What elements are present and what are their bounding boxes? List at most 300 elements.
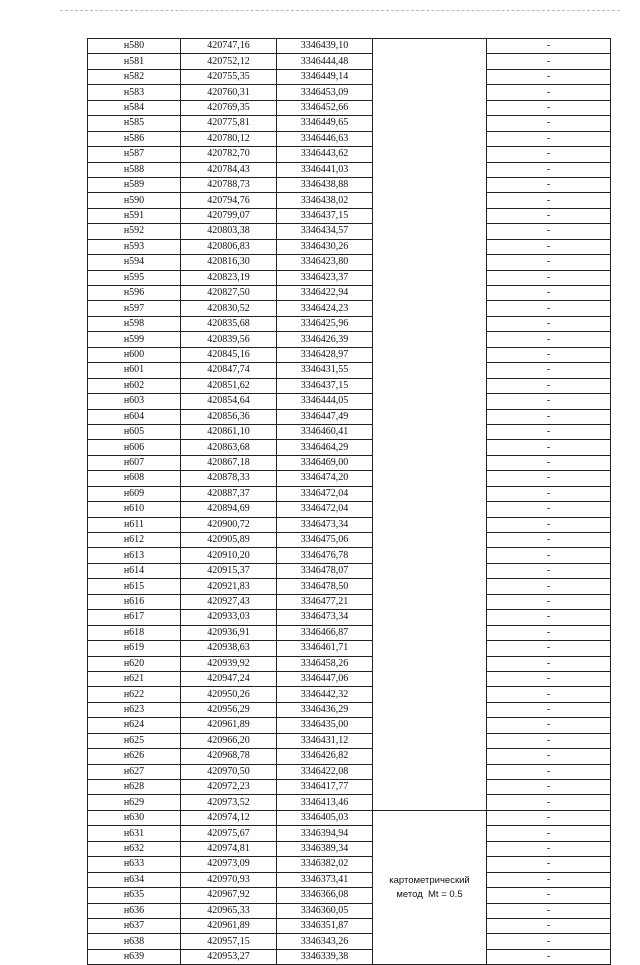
method-cell: [373, 810, 487, 964]
x-coordinate-cell: 420973,09: [181, 857, 277, 872]
x-coordinate-cell: 420973,52: [181, 795, 277, 810]
point-id-cell: н583: [88, 85, 181, 100]
y-coordinate-cell: 3346438,02: [277, 193, 373, 208]
y-coordinate-cell: 3346435,00: [277, 718, 373, 733]
x-coordinate-cell: 420957,15: [181, 934, 277, 949]
x-coordinate-cell: 420803,38: [181, 224, 277, 239]
point-id-cell: н618: [88, 625, 181, 640]
error-cell: -: [487, 502, 611, 517]
y-coordinate-cell: 3346452,66: [277, 100, 373, 115]
coordinates-table: [87, 38, 611, 965]
x-coordinate-cell: 420974,81: [181, 841, 277, 856]
error-cell: -: [487, 162, 611, 177]
table-row: [88, 332, 611, 347]
x-coordinate-cell: 420956,29: [181, 702, 277, 717]
error-cell: -: [487, 625, 611, 640]
y-coordinate-cell: 3346442,32: [277, 687, 373, 702]
y-coordinate-cell: 3346426,82: [277, 749, 373, 764]
x-coordinate-cell: 420975,67: [181, 826, 277, 841]
point-id-cell: н601: [88, 363, 181, 378]
y-coordinate-cell: 3346389,34: [277, 841, 373, 856]
x-coordinate-cell: 420816,30: [181, 255, 277, 270]
table-row: [88, 733, 611, 748]
y-coordinate-cell: 3346394,94: [277, 826, 373, 841]
table-row: [88, 409, 611, 424]
point-id-cell: н609: [88, 486, 181, 501]
y-coordinate-cell: 3346351,87: [277, 918, 373, 933]
point-id-cell: н605: [88, 424, 181, 439]
point-id-cell: н602: [88, 378, 181, 393]
y-coordinate-cell: 3346339,38: [277, 949, 373, 964]
error-cell: -: [487, 455, 611, 470]
y-coordinate-cell: 3346431,12: [277, 733, 373, 748]
table-row: [88, 224, 611, 239]
error-cell: -: [487, 332, 611, 347]
y-coordinate-cell: 3346437,15: [277, 208, 373, 223]
point-id-cell: н635: [88, 888, 181, 903]
error-cell: -: [487, 39, 611, 54]
error-cell: -: [487, 656, 611, 671]
point-id-cell: н630: [88, 810, 181, 825]
point-id-cell: н592: [88, 224, 181, 239]
y-coordinate-cell: 3346461,71: [277, 641, 373, 656]
x-coordinate-cell: 420806,83: [181, 239, 277, 254]
error-cell: -: [487, 54, 611, 69]
table-row: [88, 641, 611, 656]
x-coordinate-cell: 420950,26: [181, 687, 277, 702]
y-coordinate-cell: 3346437,15: [277, 378, 373, 393]
error-cell: -: [487, 594, 611, 609]
error-cell: -: [487, 718, 611, 733]
table-row: [88, 255, 611, 270]
x-coordinate-cell: 420947,24: [181, 671, 277, 686]
point-id-cell: н633: [88, 857, 181, 872]
y-coordinate-cell: 3346382,02: [277, 857, 373, 872]
table-row: [88, 610, 611, 625]
y-coordinate-cell: 3346436,29: [277, 702, 373, 717]
point-id-cell: н587: [88, 147, 181, 162]
y-coordinate-cell: 3346466,87: [277, 625, 373, 640]
error-cell: -: [487, 394, 611, 409]
y-coordinate-cell: 3346446,63: [277, 131, 373, 146]
table-row: [88, 749, 611, 764]
method-accuracy: метод Mt = 0.5: [396, 888, 463, 900]
table-row: [88, 147, 611, 162]
x-coordinate-cell: 420827,50: [181, 286, 277, 301]
table-row: [88, 286, 611, 301]
table-row: [88, 455, 611, 470]
error-cell: -: [487, 733, 611, 748]
error-cell: -: [487, 301, 611, 316]
y-coordinate-cell: 3346424,23: [277, 301, 373, 316]
point-id-cell: н628: [88, 780, 181, 795]
table-row: [88, 888, 611, 903]
y-coordinate-cell: 3346447,49: [277, 409, 373, 424]
table-row: [88, 795, 611, 810]
error-cell: -: [487, 286, 611, 301]
point-id-cell: н619: [88, 641, 181, 656]
x-coordinate-cell: 420780,12: [181, 131, 277, 146]
error-cell: -: [487, 872, 611, 887]
y-coordinate-cell: 3346417,77: [277, 780, 373, 795]
y-coordinate-cell: 3346474,20: [277, 471, 373, 486]
point-id-cell: н610: [88, 502, 181, 517]
y-coordinate-cell: 3346405,03: [277, 810, 373, 825]
y-coordinate-cell: 3346431,55: [277, 363, 373, 378]
error-cell: -: [487, 147, 611, 162]
x-coordinate-cell: 420938,63: [181, 641, 277, 656]
point-id-cell: н593: [88, 239, 181, 254]
page-header-rule: [60, 10, 620, 15]
y-coordinate-cell: 3346472,04: [277, 502, 373, 517]
error-cell: -: [487, 471, 611, 486]
x-coordinate-cell: 420784,43: [181, 162, 277, 177]
x-coordinate-cell: 420961,89: [181, 718, 277, 733]
point-id-cell: н581: [88, 54, 181, 69]
point-id-cell: н606: [88, 440, 181, 455]
table-row: [88, 131, 611, 146]
error-cell: -: [487, 347, 611, 362]
point-id-cell: н625: [88, 733, 181, 748]
error-cell: -: [487, 363, 611, 378]
error-cell: -: [487, 764, 611, 779]
error-cell: -: [487, 270, 611, 285]
table-row: [88, 39, 611, 54]
table-row: [88, 69, 611, 84]
point-id-cell: н631: [88, 826, 181, 841]
x-coordinate-cell: 420835,68: [181, 316, 277, 331]
table-row: [88, 702, 611, 717]
table-row: [88, 764, 611, 779]
x-coordinate-cell: 420851,62: [181, 378, 277, 393]
error-cell: -: [487, 533, 611, 548]
y-coordinate-cell: 3346469,00: [277, 455, 373, 470]
method-cell-blank: [373, 39, 487, 811]
table-row: [88, 687, 611, 702]
error-cell: -: [487, 949, 611, 964]
table-row: [88, 116, 611, 131]
x-coordinate-cell: 420755,35: [181, 69, 277, 84]
table-row: [88, 656, 611, 671]
point-id-cell: н586: [88, 131, 181, 146]
table-row: [88, 162, 611, 177]
x-coordinate-cell: 420794,76: [181, 193, 277, 208]
point-id-cell: н580: [88, 39, 181, 54]
point-id-cell: н622: [88, 687, 181, 702]
point-id-cell: н591: [88, 208, 181, 223]
x-coordinate-cell: 420861,10: [181, 424, 277, 439]
x-coordinate-cell: 420854,64: [181, 394, 277, 409]
table-row: [88, 872, 611, 887]
x-coordinate-cell: 420965,33: [181, 903, 277, 918]
point-id-cell: н639: [88, 949, 181, 964]
table-row: [88, 440, 611, 455]
point-id-cell: н629: [88, 795, 181, 810]
y-coordinate-cell: 3346464,29: [277, 440, 373, 455]
x-coordinate-cell: 420972,23: [181, 780, 277, 795]
table-row: [88, 718, 611, 733]
x-coordinate-cell: 420910,20: [181, 548, 277, 563]
x-coordinate-cell: 420970,50: [181, 764, 277, 779]
error-cell: -: [487, 116, 611, 131]
error-cell: -: [487, 826, 611, 841]
table-row: [88, 826, 611, 841]
point-id-cell: н582: [88, 69, 181, 84]
error-cell: -: [487, 795, 611, 810]
point-id-cell: н600: [88, 347, 181, 362]
x-coordinate-cell: 420968,78: [181, 749, 277, 764]
y-coordinate-cell: 3346426,39: [277, 332, 373, 347]
point-id-cell: н596: [88, 286, 181, 301]
point-id-cell: н615: [88, 579, 181, 594]
table-row: [88, 301, 611, 316]
y-coordinate-cell: 3346460,41: [277, 424, 373, 439]
point-id-cell: н585: [88, 116, 181, 131]
x-coordinate-cell: 420760,31: [181, 85, 277, 100]
table-row: [88, 100, 611, 115]
x-coordinate-cell: 420839,56: [181, 332, 277, 347]
y-coordinate-cell: 3346453,09: [277, 85, 373, 100]
table-row: [88, 347, 611, 362]
point-id-cell: н626: [88, 749, 181, 764]
x-coordinate-cell: 420830,52: [181, 301, 277, 316]
error-cell: -: [487, 85, 611, 100]
table-row: [88, 918, 611, 933]
point-id-cell: н595: [88, 270, 181, 285]
error-cell: -: [487, 486, 611, 501]
method-name: картометрический: [389, 875, 470, 887]
x-coordinate-cell: 420894,69: [181, 502, 277, 517]
point-id-cell: н590: [88, 193, 181, 208]
error-cell: -: [487, 780, 611, 795]
x-coordinate-cell: 420788,73: [181, 177, 277, 192]
x-coordinate-cell: 420961,89: [181, 918, 277, 933]
y-coordinate-cell: 3346413,46: [277, 795, 373, 810]
error-cell: -: [487, 208, 611, 223]
table-row: [88, 548, 611, 563]
x-coordinate-cell: 420936,91: [181, 625, 277, 640]
table-row: [88, 316, 611, 331]
x-coordinate-cell: 420887,37: [181, 486, 277, 501]
table-row: [88, 934, 611, 949]
x-coordinate-cell: 420775,81: [181, 116, 277, 131]
x-coordinate-cell: 420921,83: [181, 579, 277, 594]
error-cell: -: [487, 888, 611, 903]
error-cell: -: [487, 177, 611, 192]
error-cell: -: [487, 255, 611, 270]
point-id-cell: н607: [88, 455, 181, 470]
table-row: [88, 270, 611, 285]
table-row: [88, 471, 611, 486]
error-cell: -: [487, 69, 611, 84]
x-coordinate-cell: 420970,93: [181, 872, 277, 887]
x-coordinate-cell: 420769,35: [181, 100, 277, 115]
error-cell: -: [487, 517, 611, 532]
x-coordinate-cell: 420856,36: [181, 409, 277, 424]
table-row: [88, 579, 611, 594]
coordinates-table-body: [88, 39, 611, 965]
error-cell: -: [487, 224, 611, 239]
x-coordinate-cell: 420878,33: [181, 471, 277, 486]
x-coordinate-cell: 420823,19: [181, 270, 277, 285]
point-id-cell: н588: [88, 162, 181, 177]
y-coordinate-cell: 3346476,78: [277, 548, 373, 563]
x-coordinate-cell: 420782,70: [181, 147, 277, 162]
x-coordinate-cell: 420863,68: [181, 440, 277, 455]
y-coordinate-cell: 3346478,07: [277, 563, 373, 578]
table-row: [88, 85, 611, 100]
y-coordinate-cell: 3346478,50: [277, 579, 373, 594]
x-coordinate-cell: 420847,74: [181, 363, 277, 378]
y-coordinate-cell: 3346425,96: [277, 316, 373, 331]
point-id-cell: н611: [88, 517, 181, 532]
error-cell: -: [487, 409, 611, 424]
x-coordinate-cell: 420974,12: [181, 810, 277, 825]
table-row: [88, 177, 611, 192]
y-coordinate-cell: 3346441,03: [277, 162, 373, 177]
table-row: [88, 208, 611, 223]
error-cell: -: [487, 857, 611, 872]
point-id-cell: н634: [88, 872, 181, 887]
error-cell: -: [487, 193, 611, 208]
y-coordinate-cell: 3346447,06: [277, 671, 373, 686]
point-id-cell: н620: [88, 656, 181, 671]
y-coordinate-cell: 3346434,57: [277, 224, 373, 239]
table-row: [88, 239, 611, 254]
y-coordinate-cell: 3346449,65: [277, 116, 373, 131]
error-cell: -: [487, 702, 611, 717]
table-row: [88, 841, 611, 856]
table-row: [88, 54, 611, 69]
table-row: [88, 810, 611, 825]
error-cell: -: [487, 424, 611, 439]
table-row: [88, 533, 611, 548]
point-id-cell: н623: [88, 702, 181, 717]
point-id-cell: н621: [88, 671, 181, 686]
point-id-cell: н636: [88, 903, 181, 918]
table-row: [88, 857, 611, 872]
x-coordinate-cell: 420927,43: [181, 594, 277, 609]
table-row: [88, 671, 611, 686]
error-cell: -: [487, 810, 611, 825]
point-id-cell: н638: [88, 934, 181, 949]
y-coordinate-cell: 3346423,80: [277, 255, 373, 270]
x-coordinate-cell: 420905,89: [181, 533, 277, 548]
table-row: [88, 903, 611, 918]
y-coordinate-cell: 3346444,05: [277, 394, 373, 409]
error-cell: -: [487, 918, 611, 933]
y-coordinate-cell: 3346472,04: [277, 486, 373, 501]
x-coordinate-cell: 420939,92: [181, 656, 277, 671]
error-cell: -: [487, 749, 611, 764]
point-id-cell: н604: [88, 409, 181, 424]
point-id-cell: н627: [88, 764, 181, 779]
error-cell: -: [487, 239, 611, 254]
y-coordinate-cell: 3346422,94: [277, 286, 373, 301]
x-coordinate-cell: 420900,72: [181, 517, 277, 532]
y-coordinate-cell: 3346430,26: [277, 239, 373, 254]
point-id-cell: н613: [88, 548, 181, 563]
y-coordinate-cell: 3346373,41: [277, 872, 373, 887]
point-id-cell: н617: [88, 610, 181, 625]
table-row: [88, 486, 611, 501]
y-coordinate-cell: 3346360,05: [277, 903, 373, 918]
error-cell: -: [487, 131, 611, 146]
point-id-cell: н632: [88, 841, 181, 856]
y-coordinate-cell: 3346475,06: [277, 533, 373, 548]
table-row: [88, 594, 611, 609]
y-coordinate-cell: 3346343,26: [277, 934, 373, 949]
error-cell: -: [487, 316, 611, 331]
error-cell: -: [487, 378, 611, 393]
y-coordinate-cell: 3346443,62: [277, 147, 373, 162]
y-coordinate-cell: 3346449,14: [277, 69, 373, 84]
y-coordinate-cell: 3346473,34: [277, 610, 373, 625]
error-cell: -: [487, 671, 611, 686]
table-row: [88, 517, 611, 532]
x-coordinate-cell: 420799,07: [181, 208, 277, 223]
y-coordinate-cell: 3346477,21: [277, 594, 373, 609]
x-coordinate-cell: 420953,27: [181, 949, 277, 964]
point-id-cell: н637: [88, 918, 181, 933]
x-coordinate-cell: 420915,37: [181, 563, 277, 578]
error-cell: -: [487, 579, 611, 594]
y-coordinate-cell: 3346428,97: [277, 347, 373, 362]
table-row: [88, 625, 611, 640]
error-cell: -: [487, 563, 611, 578]
x-coordinate-cell: 420752,12: [181, 54, 277, 69]
error-cell: -: [487, 903, 611, 918]
point-id-cell: н597: [88, 301, 181, 316]
table-row: [88, 363, 611, 378]
point-id-cell: н612: [88, 533, 181, 548]
table-row: [88, 780, 611, 795]
point-id-cell: н624: [88, 718, 181, 733]
y-coordinate-cell: 3346473,34: [277, 517, 373, 532]
error-cell: -: [487, 100, 611, 115]
table-row: [88, 193, 611, 208]
error-cell: -: [487, 687, 611, 702]
y-coordinate-cell: 3346439,10: [277, 39, 373, 54]
x-coordinate-cell: 420967,92: [181, 888, 277, 903]
x-coordinate-cell: 420867,18: [181, 455, 277, 470]
y-coordinate-cell: 3346423,37: [277, 270, 373, 285]
table-row: [88, 949, 611, 964]
table-row: [88, 563, 611, 578]
x-coordinate-cell: 420933,03: [181, 610, 277, 625]
point-id-cell: н584: [88, 100, 181, 115]
error-cell: -: [487, 548, 611, 563]
error-cell: -: [487, 641, 611, 656]
error-cell: -: [487, 934, 611, 949]
point-id-cell: н614: [88, 563, 181, 578]
table-row: [88, 502, 611, 517]
point-id-cell: н603: [88, 394, 181, 409]
y-coordinate-cell: 3346438,88: [277, 177, 373, 192]
point-id-cell: н616: [88, 594, 181, 609]
point-id-cell: н608: [88, 471, 181, 486]
table-row: [88, 424, 611, 439]
x-coordinate-cell: 420747,16: [181, 39, 277, 54]
table-row: [88, 378, 611, 393]
point-id-cell: н598: [88, 316, 181, 331]
error-cell: -: [487, 841, 611, 856]
x-coordinate-cell: 420966,20: [181, 733, 277, 748]
point-id-cell: н599: [88, 332, 181, 347]
x-coordinate-cell: 420845,16: [181, 347, 277, 362]
y-coordinate-cell: 3346422,08: [277, 764, 373, 779]
table-row: [88, 394, 611, 409]
